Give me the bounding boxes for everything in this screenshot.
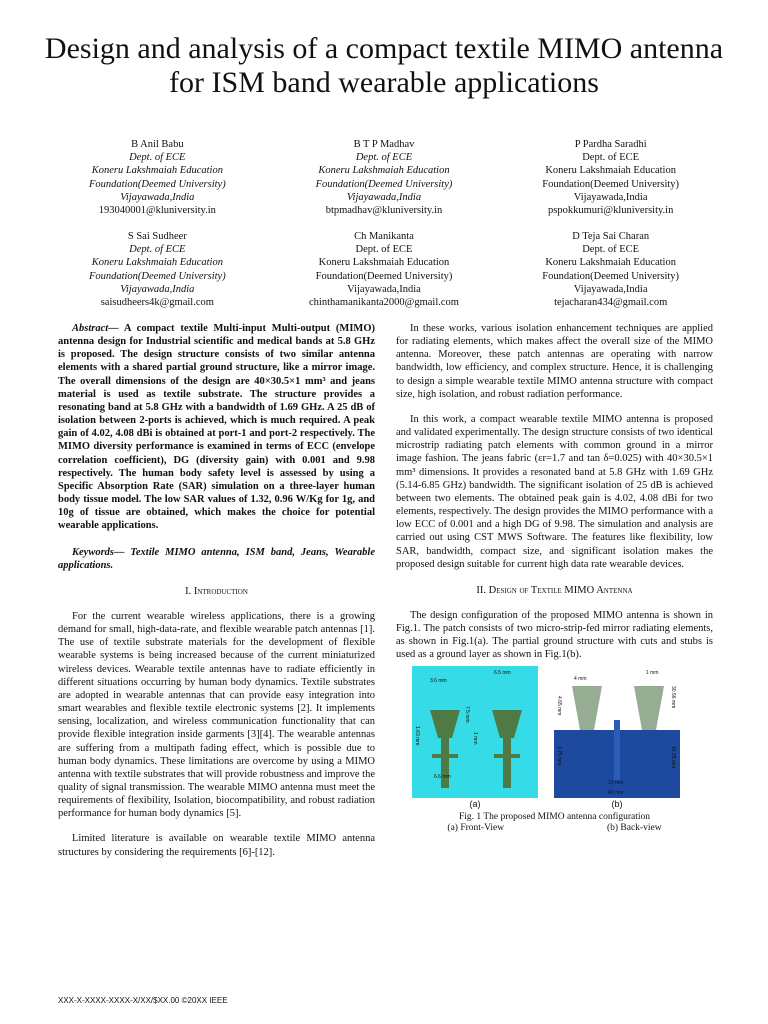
- left-column: [58, 322, 375, 859]
- dim-label: 1 mm: [472, 731, 478, 745]
- author-card: [501, 230, 720, 309]
- author-city: Vijayawada,India: [346, 191, 422, 203]
- section-heading-design: II. Design of Textile MIMO Antenna: [476, 584, 633, 596]
- section-heading-introduction: I. Introduction: [185, 585, 248, 597]
- left-feed-line: [441, 738, 449, 788]
- author-card: [48, 230, 267, 309]
- author-city: Vijayawada,India: [120, 191, 195, 203]
- dim-label: 6.5 mm: [494, 669, 511, 676]
- body-paragraph: The design configuration of the proposed MIMO antenna is shown in Fig.1. The patch consists of two micro-strip-fed mirror radiating elements, as shown in Fig.1(a). The partial ground structure with cuts and stubs is used as a ground layer as shown in Fig.1(b).: [396, 609, 713, 661]
- right-feed-line: [503, 738, 511, 788]
- author-name: P Pardha Saradhi: [574, 139, 647, 150]
- author-city: Vijayawada,India: [573, 283, 648, 295]
- abstract: [58, 322, 375, 533]
- figure-caption: Fig. 1 The proposed MIMO antenna configuration: [458, 811, 651, 822]
- back-view-panel: [554, 666, 680, 810]
- author-org: Foundation(Deemed University): [315, 270, 453, 282]
- author-email: pspokkumuri@kluniversity.in: [547, 205, 674, 217]
- author-dept: Dept. of ECE: [355, 152, 413, 164]
- author-email: saisudheers4k@gmail.com: [100, 297, 214, 309]
- author-dept: Dept. of ECE: [129, 152, 186, 164]
- intro-paragraph: For the current wearable wireless applications, there is a growing demand for small, high-data-rate, and flexible wearable patch antennas [1]. The use of textile substrate materials for the development of flexible wearable systems is being increased because of the current miniaturized wireless devices. Wearable textile antennas have to radiate efficiently in different situations occurring by human body dynamics. Textile substrates are adopted in wearable antennas that can provide easy integration into smart wearables and flexible textile electronic systems [2]. It implements sensing, localization, and wireless communication functionality that can provide flexible integration inside garments [3][4]. The wearable antennas are suffering from a multipath fading effect, which is possible due to human body dynamics. These limitations are overcome by using a MIMO antenna with textile substrates that will provide robustness and improve the quality of signal transmission. The wearable MIMO antenna must meet the requirements of flexibility, Isolation, biocompatibility, and robust radiation performance for human body dynamics [5].: [58, 610, 375, 820]
- left-patch: [430, 710, 460, 738]
- author-dept: Dept. of ECE: [582, 152, 640, 164]
- author-city: Vijayawada,India: [573, 191, 648, 203]
- author-org: Koneru Lakshmaiah Education: [545, 165, 676, 177]
- author-dept: Dept. of ECE: [355, 244, 413, 256]
- front-view-panel: [412, 666, 538, 810]
- dim-label: 1.63 mm: [414, 725, 420, 746]
- abstract-lead: Abstract—: [72, 323, 119, 334]
- intro-paragraph: Limited literature is available on wearable textile MIMO antenna structures by considering the requirements [6]-[12].: [58, 833, 375, 858]
- antenna-figure: [412, 666, 682, 812]
- author-dept: Dept. of ECE: [582, 244, 640, 256]
- dim-label: 4 mm: [574, 675, 587, 682]
- author-email: chinthamanikanta2000@gmail.com: [309, 297, 459, 309]
- author-org: Koneru Lakshmaiah Education: [318, 257, 450, 269]
- author-org: Koneru Lakshmaiah Education: [91, 257, 223, 269]
- author-org: Foundation(Deemed University): [542, 178, 680, 190]
- author-org: Foundation(Deemed University): [542, 270, 680, 282]
- dim-label: 6.6 mm: [434, 773, 451, 780]
- left-stub: [432, 754, 458, 758]
- author-org: Foundation(Deemed University): [88, 270, 226, 282]
- paragraph-gap: [58, 820, 375, 832]
- author-name: D Teja Sai Charan: [572, 231, 650, 242]
- figure-subcaption-b: (b) Back-view: [606, 822, 662, 833]
- author-org: Koneru Lakshmaiah Education: [318, 165, 450, 177]
- dim-label: 10 mm: [608, 779, 624, 786]
- author-org: Koneru Lakshmaiah Education: [545, 257, 676, 269]
- author-card: [275, 138, 494, 217]
- author-name: S Sai Sudheer: [127, 231, 187, 242]
- author-city: Vijayawada,India: [347, 283, 421, 295]
- author-city: Vijayawada,India: [120, 283, 195, 295]
- body-paragraph: In these works, various isolation enhancement techniques are applied for radiating elements, which makes affect the overall size of the MIMO antenna. Moreover, these patch antennas are operating with narrow bandwidth, low efficiency, and complex structure. Hence, it is challenging to design a simple wearable textile MIMO antenna structure with compact size, high isolation, and robust radiation performance.: [396, 323, 713, 400]
- abstract-text: A compact textile Multi-input Multi-output (MIMO) antenna design for Industrial scientific and medical bands at 5.8 GHz is proposed. The design structure consists of two similar antenna elements with a shared partial ground structure, like a mirror image. The overall dimensions of the design are 40×30.5×1 mm³ and jeans material is used as textile substrate. The structure provides a resonating band at 5.8 GHz with a bandwidth of 1.69 GHz. A 25 dB of isolation between 2-ports is achieved, which is much required. A peak gain of 4.02, 4.08 dBi is obtained at port-1 and port-2 respectively. The MIMO diversity performance is examined in terms of ECC (envelope correlation coefficient), DG (diversity gain) with 0.001 and 9.98 respectively. The human body safety level is assessed by using a Specific Absorption Rate (SAR) simulation on a three-layer human body tissue model. The low SAR values of 1.32, 0.96 W/Kg for 1g, and 10g of tissue are obtained, which makes the choice for potential wearable applications.: [58, 323, 375, 532]
- right-column: [396, 322, 713, 834]
- right-stub: [494, 754, 520, 758]
- author-name: Ch Manikanta: [354, 231, 414, 242]
- figure-subcaption-a: (a) Front-View: [447, 822, 505, 833]
- author-block-row-1: [48, 138, 720, 217]
- author-email: btpmadhav@kluniversity.in: [325, 205, 443, 217]
- paragraph-gap: [396, 401, 713, 413]
- paper-title: Design and analysis of a compact textile MIMO antenna for ISM band wearable applications: [44, 32, 724, 99]
- author-org: Koneru Lakshmaiah Education: [91, 165, 223, 177]
- front-view-drawing: [412, 666, 538, 798]
- dim-label: 3.6 mm: [430, 677, 447, 684]
- figure-subcaptions: [396, 823, 713, 834]
- author-org: Foundation(Deemed University): [315, 178, 453, 190]
- author-block-row-2: [48, 230, 720, 309]
- panel-label-b: (b): [611, 799, 623, 810]
- author-org: Foundation(Deemed University): [88, 178, 226, 190]
- back-view-drawing: [554, 666, 680, 798]
- dim-label: 16.25 mm: [670, 745, 676, 768]
- dim-label: 1 mm: [646, 669, 659, 676]
- author-card: [48, 138, 267, 217]
- right-patch: [492, 710, 522, 738]
- author-card: [501, 138, 720, 217]
- body-paragraph: In this work, a compact wearable textile MIMO antenna is proposed and validated experimentally. The design structure consists of two identical microstrip radiating patch elements with common ground in a mirror image fashion. The jeans fabric (εr=1.7 and tan δ=0.025) with 40×30.5×1 mm³ dimensions. It provides a resonated band at 5.8 GHz with 1.69 GHz (5.14-6.85 GHz) bandwidth. The significant isolation of 25 dB is achieved between two elements. The obtained peak gain is 4.02, 4.08 dBi for two elements, respectively. The design provides the MIMO performance with a low ECC of 0.001 and a high DG of 9.98. The simulation and analysis are carried out using CST MWS Software. The features like flexibility, low SAR, bandwidth, compact size, and significant isolation makes the proposed design suitable for current high data rate wearable devices.: [396, 413, 713, 570]
- author-email: tejacharan434@gmail.com: [554, 297, 668, 309]
- author-card: [275, 230, 494, 309]
- dim-label: 4.65 mm: [556, 695, 562, 716]
- dim-label: 7.5 mm: [464, 705, 470, 723]
- author-name: B Anil Babu: [131, 139, 184, 150]
- author-email: 193040001@kluniversity.in: [98, 205, 216, 217]
- panel-label-a: (a): [469, 799, 481, 810]
- keywords: Keywords— Textile MIMO antenna, ISM band, Jeans, Wearable applications.: [58, 546, 375, 571]
- dim-label: 30.56 mm: [670, 685, 676, 708]
- copyright-footer: XXX-X-XXXX-XXXX-X/XX/$XX.00 ©20XX IEEE: [58, 996, 228, 1005]
- author-name: B T P Madhav: [353, 139, 415, 150]
- ground-stub: [614, 720, 620, 780]
- dim-label: 3.75 mm: [556, 745, 562, 766]
- dim-label: 40 mm: [608, 789, 624, 796]
- author-dept: Dept. of ECE: [129, 244, 186, 256]
